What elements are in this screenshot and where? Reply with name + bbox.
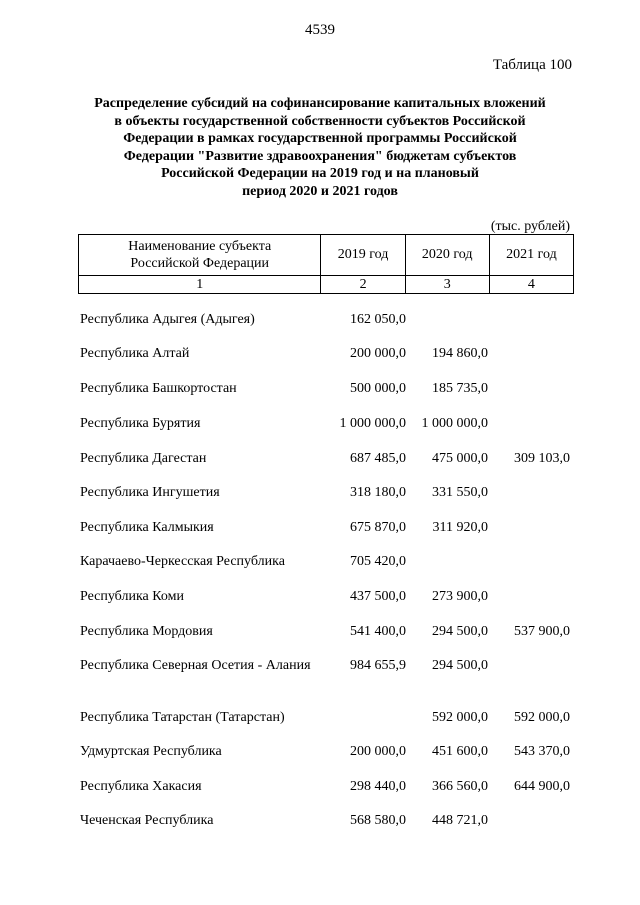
value-2020: 448 721,0 <box>432 813 488 828</box>
value-2020: 1 000 000,0 <box>421 416 488 431</box>
header-year-2021: 2021 год <box>489 235 573 276</box>
page-number: 4539 <box>305 22 335 38</box>
value-2021: 309 103,0 <box>514 451 570 466</box>
region-name: Республика Ингушетия <box>80 485 220 500</box>
value-2019: 298 440,0 <box>350 779 406 794</box>
value-2019: 541 400,0 <box>350 624 406 639</box>
region-name: Республика Адыгея (Адыгея) <box>80 312 255 327</box>
region-name: Республика Хакасия <box>80 779 202 794</box>
region-name: Республика Башкортостан <box>80 381 237 396</box>
title-line: Федерации "Развитие здравоохранения" бюджетам субъектов <box>123 148 517 164</box>
value-2019: 162 050,0 <box>350 312 406 327</box>
region-name: Республика Дагестан <box>80 451 207 466</box>
region-name: Карачаево-Черкесская Республика <box>80 554 285 569</box>
value-2019: 437 500,0 <box>350 589 406 604</box>
value-2019: 500 000,0 <box>350 381 406 396</box>
header-col-number: 3 <box>405 276 489 294</box>
region-name: Республика Алтай <box>80 346 190 361</box>
region-name: Республика Коми <box>80 589 184 604</box>
header-year-2020: 2020 год <box>405 235 489 276</box>
header-col-number: 2 <box>321 276 405 294</box>
title-line: Распределение субсидий на софинансирование капитальных вложений <box>94 96 546 111</box>
value-2020: 294 500,0 <box>432 658 488 673</box>
region-name: Чеченская Республика <box>80 813 214 828</box>
header-name-line: Наименование субъекта <box>128 239 272 254</box>
title-line: в объекты государственной собственности субъектов Российской <box>114 113 526 129</box>
value-2020: 194 860,0 <box>432 346 488 361</box>
header-year-2019: 2019 год <box>321 235 405 276</box>
region-name: Республика Татарстан (Татарстан) <box>80 710 285 725</box>
value-2021: 537 900,0 <box>514 624 570 639</box>
value-2021: 592 000,0 <box>514 710 570 725</box>
region-name: Республика Калмыкия <box>80 520 214 535</box>
value-2020: 311 920,0 <box>432 520 488 535</box>
region-name: Республика Бурятия <box>80 416 201 431</box>
value-2020: 366 560,0 <box>432 779 488 794</box>
units-label: (тыс. рублей) <box>490 219 570 234</box>
value-2020: 451 600,0 <box>432 744 488 759</box>
title-line: период 2020 и 2021 годов <box>242 183 398 199</box>
title-line: Российской Федерации на 2019 год и на плановый <box>161 166 479 181</box>
value-2020: 475 000,0 <box>432 451 488 466</box>
value-2019: 568 580,0 <box>350 813 406 828</box>
value-2019: 1 000 000,0 <box>339 416 406 431</box>
region-name: Республика Мордовия <box>80 624 213 639</box>
value-2020: 331 550,0 <box>432 485 488 500</box>
header-col-number: 1 <box>79 276 321 294</box>
header-name-line: Российской Федерации <box>130 256 270 271</box>
value-2019: 687 485,0 <box>350 451 406 466</box>
value-2019: 200 000,0 <box>350 744 406 759</box>
header-col-number: 4 <box>489 276 573 294</box>
region-name: Удмуртская Республика <box>80 744 222 759</box>
value-2020: 592 000,0 <box>432 710 488 725</box>
value-2020: 294 500,0 <box>432 624 488 639</box>
value-2021: 543 370,0 <box>514 744 570 759</box>
value-2019: 705 420,0 <box>350 554 406 569</box>
title-line: Федерации в рамках государственной программы Российской <box>123 131 517 146</box>
value-2019: 318 180,0 <box>350 485 406 500</box>
value-2019: 675 870,0 <box>350 520 406 535</box>
value-2019: 984 655,9 <box>350 658 406 673</box>
value-2020: 185 735,0 <box>432 381 488 396</box>
value-2020: 273 900,0 <box>432 589 488 604</box>
value-2021: 644 900,0 <box>514 779 570 794</box>
table-label: Таблица 100 <box>492 57 572 73</box>
region-name: Республика Северная Осетия - Алания <box>80 658 311 673</box>
value-2019: 200 000,0 <box>350 346 406 361</box>
